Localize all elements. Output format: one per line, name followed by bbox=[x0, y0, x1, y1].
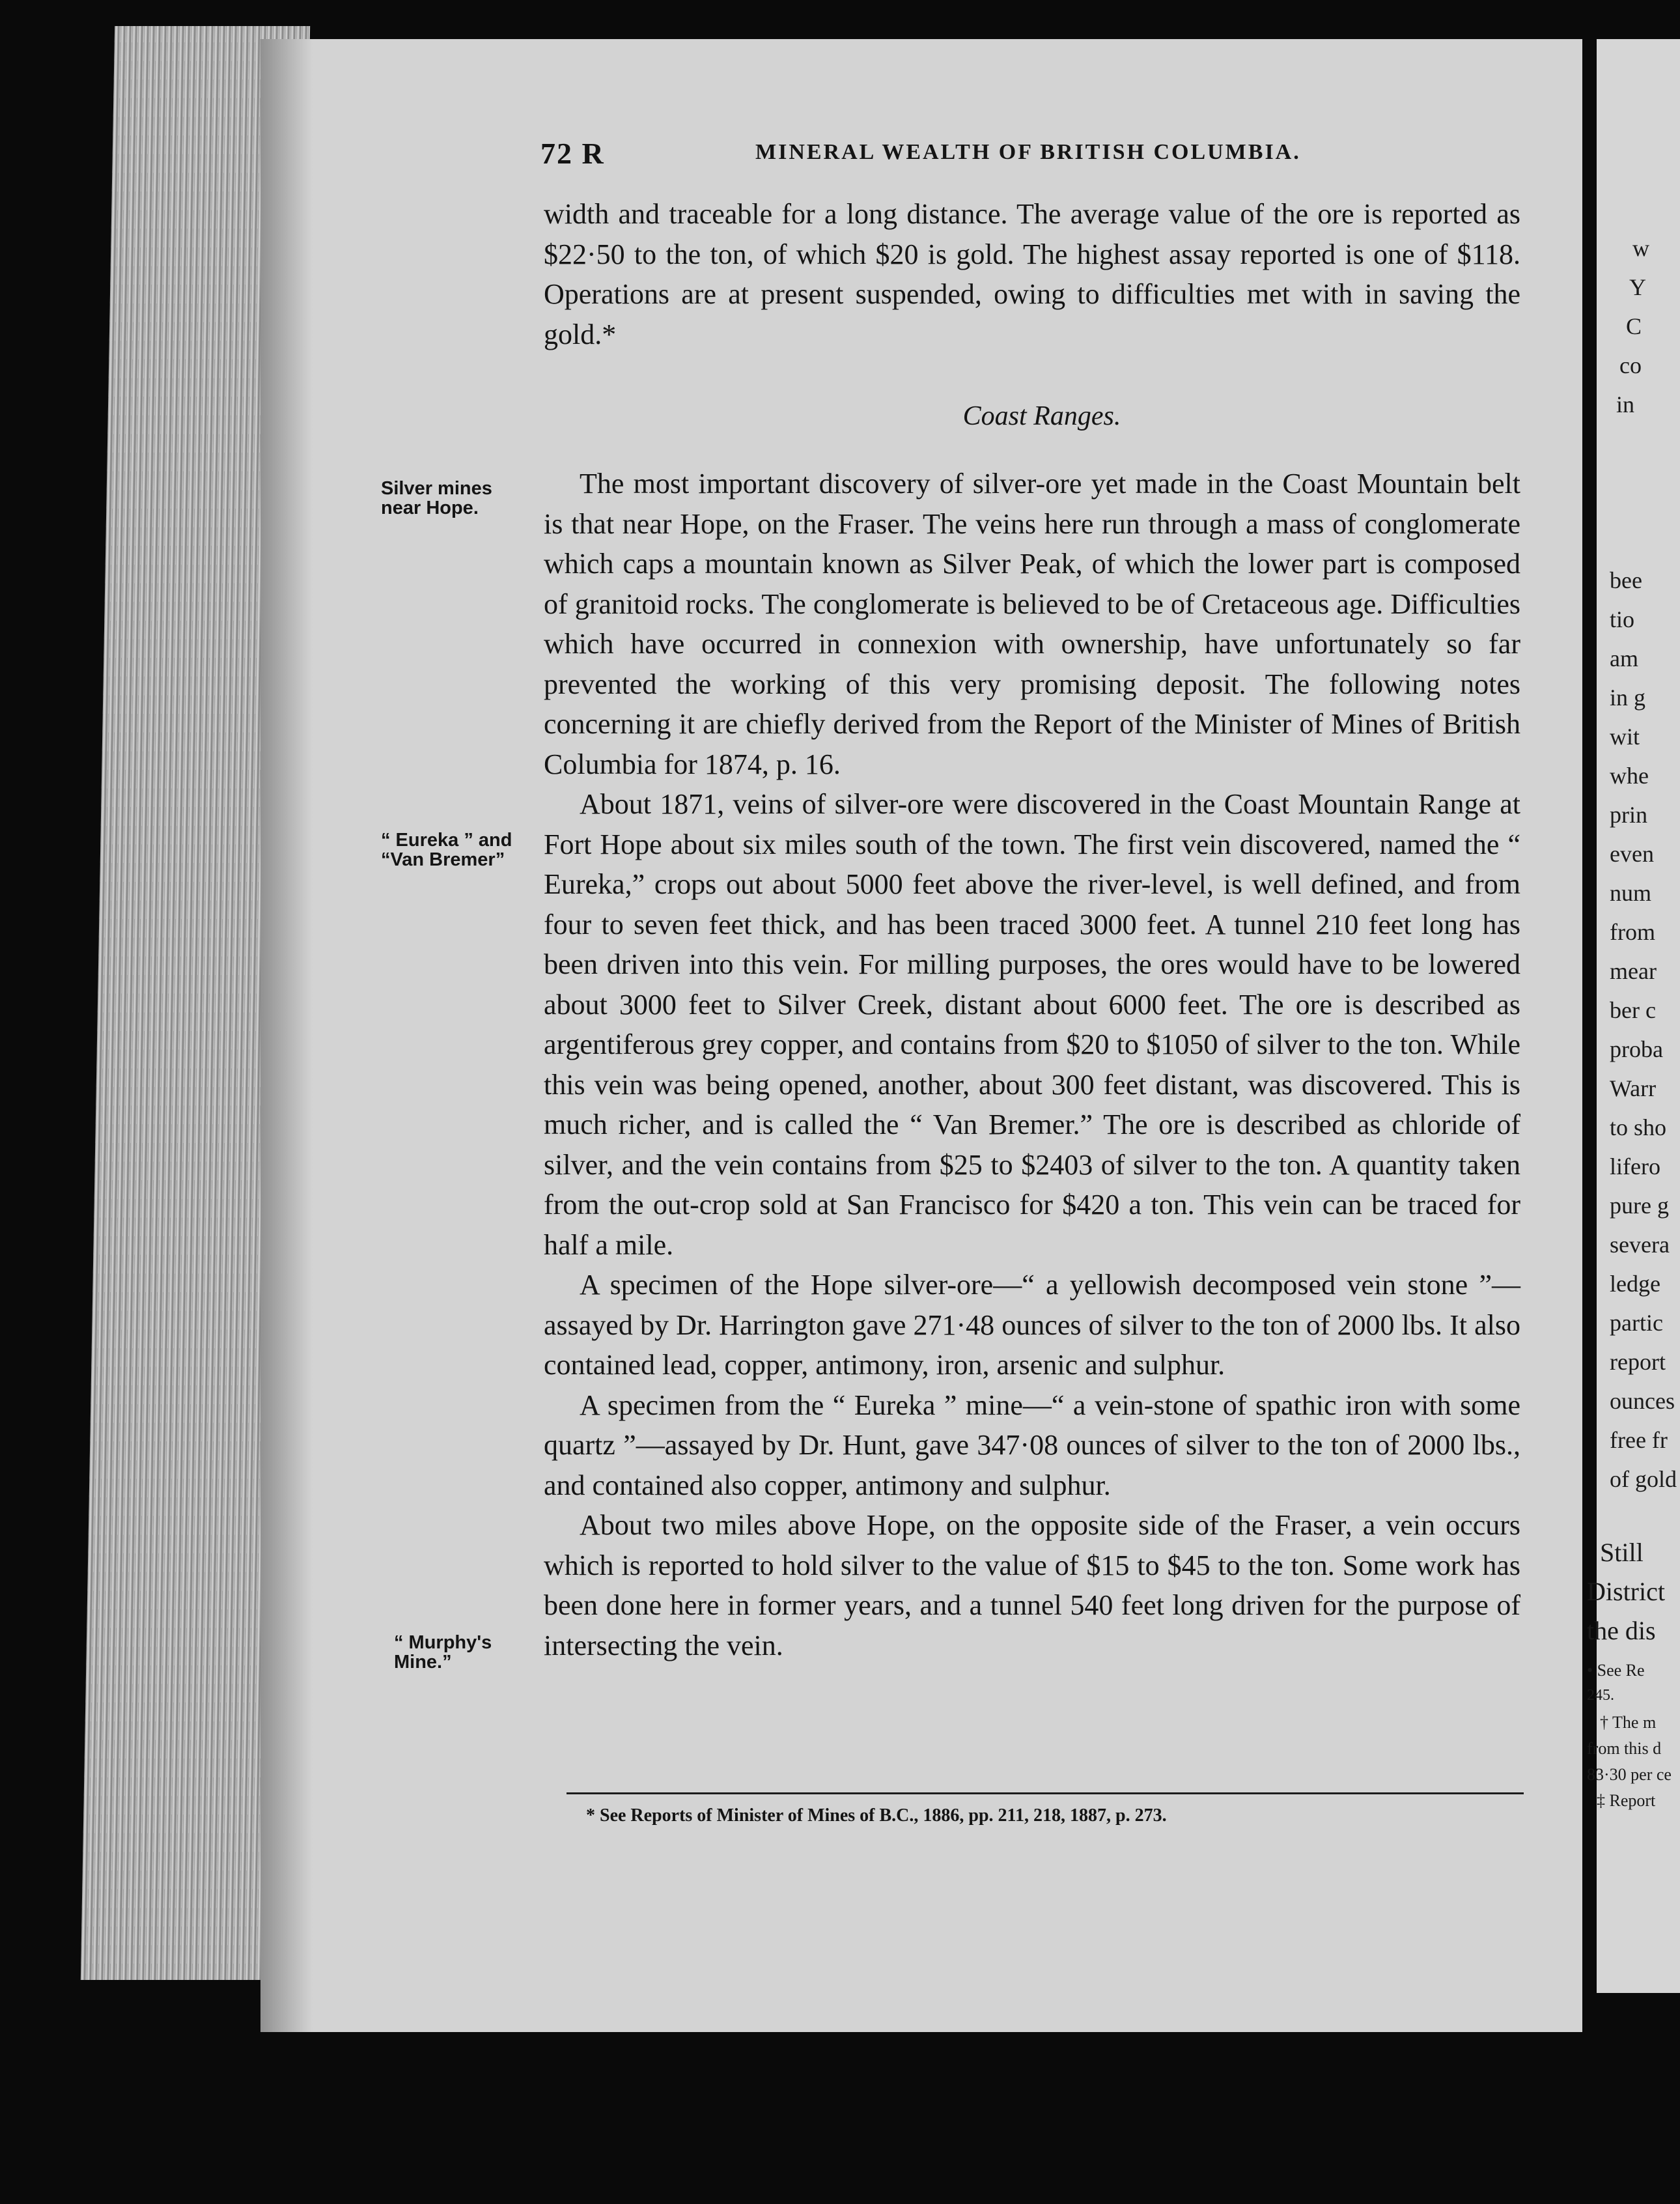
section-heading: Coast Ranges. bbox=[962, 401, 1121, 431]
adjacent-page-text: • See Re bbox=[1587, 1661, 1645, 1680]
adjacent-page-text: ‡ Report bbox=[1597, 1791, 1656, 1810]
adjacent-page-text: partic bbox=[1610, 1310, 1663, 1336]
adjacent-page-text: even bbox=[1610, 841, 1654, 867]
paragraph-murphys-mine: About two miles above Hope, on the opposite side of the Fraser, a vein occurs which is reported to hold silver to the value of $15 to $45 to the ton. Some work has been done here in former years, and a tunnel 540 feet long driven for the purpose of intersecting the vein. bbox=[544, 1509, 1520, 1661]
paragraph-eureka-van-bremer: About 1871, veins of silver-ore were discovered in the Coast Mountain Range at Fort Hope about six miles south of the town. The first vein discovered, named the “ Eureka,” crops out about 5000 feet above the river-level, is well defined, and from four to seven feet thick, and has been traced 3000 feet. A tunnel 210 feet long has been driven into this vein. For milling purposes, the ores would have to be lowered about 3000 feet to Silver Creek, distant about 6000 feet. The ore is described as argentiferous grey copper, and contains from $20 to $1050 of silver to the ton. While this vein was being opened, another, about 300 feet distant, was discovered. This is much richer, and is called the “ Van Bremer.” The ore is described as chloride of silver, and the vein contains from $25 to $2403 of silver to the ton. A quantity taken from the out-crop sold at San Francisco for $420 a ton. This vein can be traced for half a mile. bbox=[544, 788, 1520, 1261]
adjacent-page-text: proba bbox=[1610, 1036, 1663, 1062]
footnote: * See Reports of Minister of Mines of B.C., 1886, pp. 211, 218, 1887, p. 273. bbox=[586, 1805, 1167, 1826]
adjacent-page-text: lifero bbox=[1610, 1153, 1660, 1180]
adjacent-page-text: am bbox=[1610, 645, 1638, 671]
paragraph-silver-mines: The most important discovery of silver-ore yet made in the Coast Mountain belt is that near Hope, on the Fraser. The veins here run through a mass of conglomerate which caps a mountain known as Silver Peak, of which the lower part is composed of granitoid rocks. The conglomerate is believed to be of Cretaceous age. Difficulties which have occurred in connexion with ownership, have unfortunately so far prevented the working of this very promising deposit. The following notes concerning it are chiefly derived from the Report of the Minister of Mines of British Columbia for 1874, p. 16. bbox=[544, 468, 1520, 780]
adjacent-page-text: 245. bbox=[1587, 1687, 1614, 1704]
adjacent-page-text: ledge bbox=[1610, 1271, 1660, 1297]
main-text-block bbox=[544, 464, 1520, 1665]
adjacent-page-text: Warr bbox=[1610, 1075, 1657, 1101]
adjacent-page-text: Still bbox=[1600, 1538, 1644, 1567]
adjacent-page-text: C bbox=[1626, 313, 1642, 339]
intro-paragraph-block bbox=[544, 194, 1520, 354]
adjacent-page-text: wit bbox=[1610, 724, 1640, 750]
adjacent-page-text: in g bbox=[1610, 685, 1646, 711]
adjacent-page-text: free fr bbox=[1610, 1427, 1668, 1453]
adjacent-page-text: w bbox=[1632, 235, 1649, 261]
page-gutter-shadow bbox=[260, 39, 313, 2032]
adjacent-page-text: report bbox=[1610, 1349, 1666, 1375]
adjacent-page-text: from bbox=[1610, 919, 1655, 945]
adjacent-page-text: from this d bbox=[1587, 1739, 1662, 1758]
paragraph-eureka-specimen: A specimen from the “ Eureka ” mine—“ a vein-stone of spathic iron with some quartz ”—assayed by Dr. Hunt, gave 347·08 ounces of silver to the ton of 2000 lbs., and contained also copper, antimony and sulphur. bbox=[544, 1389, 1520, 1501]
adjacent-page-text: whe bbox=[1610, 763, 1649, 789]
adjacent-page-text: in bbox=[1616, 391, 1635, 417]
adjacent-page-text: num bbox=[1610, 880, 1652, 906]
adjacent-page-text: District bbox=[1587, 1577, 1665, 1606]
adjacent-page-text: to sho bbox=[1610, 1114, 1667, 1140]
paragraph-hope-specimen: A specimen of the Hope silver-ore—“ a yellowish decomposed vein stone ”—assayed by Dr. Harrington gave 271·48 ounces of silver to the ton of 2000 lbs. It also contained lead, copper, antimony, iron, arsenic and sulphur. bbox=[544, 1269, 1520, 1381]
margin-note-silver-mines: Silver mines near Hope. bbox=[381, 478, 492, 518]
running-title: MINERAL WEALTH OF BRITISH COLUMBIA. bbox=[755, 140, 1301, 164]
adjacent-page-text: prin bbox=[1610, 802, 1647, 828]
adjacent-page-text: mear bbox=[1610, 958, 1657, 984]
adjacent-page-text: Y bbox=[1629, 274, 1646, 300]
page-number: 72 R bbox=[540, 137, 605, 170]
adjacent-page-text: pure g bbox=[1610, 1193, 1669, 1219]
footnote-rule bbox=[567, 1792, 1524, 1794]
adjacent-page-text: co bbox=[1619, 352, 1642, 378]
adjacent-page-text: of gold bbox=[1610, 1466, 1677, 1492]
adjacent-page-text: † The m bbox=[1600, 1713, 1657, 1732]
intro-paragraph: width and traceable for a long distance. The average value of the ore is reported as $22·50 to the ton, of which $20 is gold. The highest assay reported is one of $118. Operations are at present suspended, owing to difficulties met with in saving the gold.* bbox=[544, 198, 1520, 350]
adjacent-page-text: severa bbox=[1610, 1232, 1670, 1258]
adjacent-page-text: ber c bbox=[1610, 997, 1656, 1023]
adjacent-page-text: ounces bbox=[1610, 1388, 1675, 1414]
adjacent-page-text: the dis bbox=[1587, 1616, 1656, 1645]
margin-note-murphys: “ Murphy's Mine.” bbox=[394, 1632, 492, 1673]
adjacent-page-text: tio bbox=[1610, 606, 1635, 632]
margin-note-eureka: “ Eureka ” and “Van Bremer” bbox=[381, 830, 512, 870]
adjacent-page-text: bee bbox=[1610, 567, 1642, 593]
adjacent-page-fragment bbox=[1587, 39, 1680, 1993]
adjacent-page-text: 83·30 per ce bbox=[1587, 1765, 1672, 1784]
